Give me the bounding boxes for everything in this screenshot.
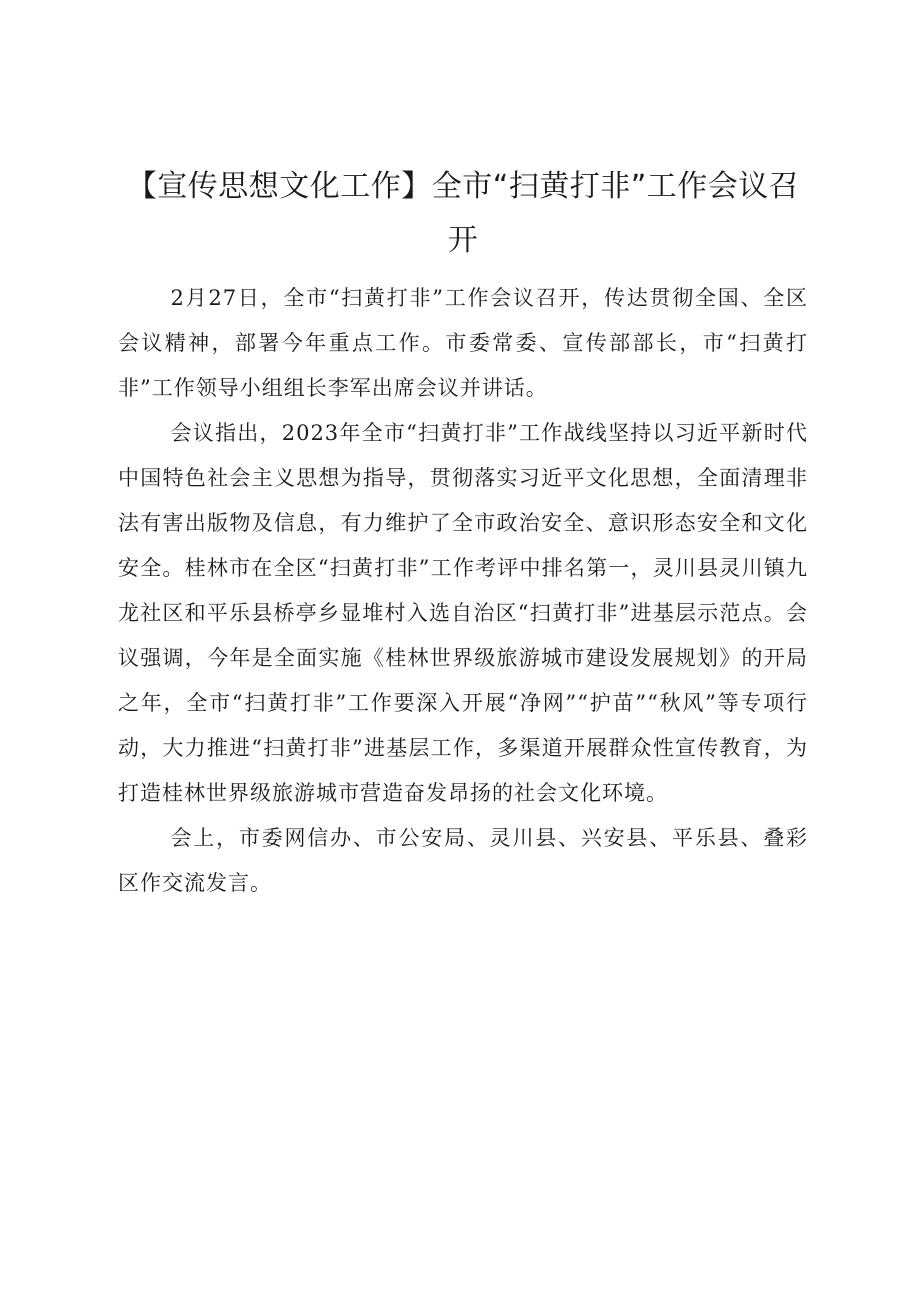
document-body	[118, 160, 808, 906]
paragraph-2: 会议指出，2023年全市“扫黄打非”工作战线坚持以习近平新时代中国特色社会主义思想为指导，贯彻落实习近平文化思想，全面清理非法有害出版物及信息，有力维护了全市政治安全、意识形态安全和文化安全。桂林市在全区“扫黄打非”工作考评中排名第一，灵川县灵川镇九龙社区和平乐县桥亭乡显堆村入选自治区“扫黄打非”进基层示范点。会议强调，今年是全面实施《桂林世界级旅游城市建设发展规划》的开局之年，全市“扫黄打非”工作要深入开展“净网”“护苗”“秋风”等专项行动，大力推进“扫黄打非”进基层工作，多渠道开展群众性宣传教育，为打造桂林世界级旅游城市营造奋发昂扬的社会文化环境。	[118, 421, 808, 805]
paragraph-3: 会上，市委网信办、市公安局、灵川县、兴安县、平乐县、叠彩区作交流发言。	[118, 826, 808, 895]
document-title: 【宣传思想文化工作】全市“扫黄打非”工作会议召开	[126, 169, 800, 258]
paragraph-1: 2月27日，全市“扫黄打非”工作会议召开，传达贯彻全国、全区会议精神，部署今年重点工作。市委常委、宣传部部长，市“扫黄打非”工作领导小组组长李军出席会议并讲话。	[118, 286, 808, 400]
